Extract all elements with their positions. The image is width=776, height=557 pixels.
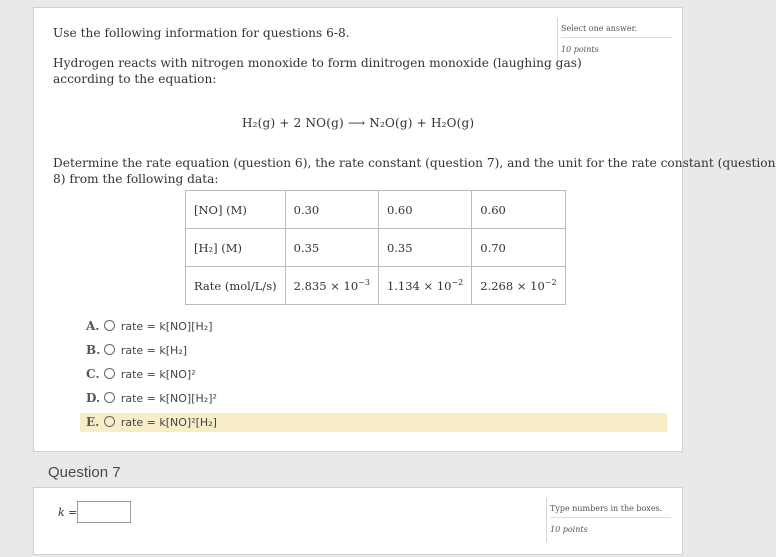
table-row — [186, 267, 566, 305]
points-label: 10 points — [550, 525, 588, 534]
option-text: rate = k[H₂] — [120, 344, 188, 357]
option-d[interactable] — [86, 388, 217, 408]
option-text: rate = k[NO][H₂]² — [120, 392, 217, 405]
table-row — [186, 229, 566, 267]
description-text: Hydrogen reacts with nitrogen monoxide to form dinitrogen monoxide (laughing gas) — [53, 56, 582, 70]
description-text-continued: according to the equation: — [53, 72, 217, 86]
table-cell: 0.30 — [285, 191, 378, 229]
divider — [550, 517, 671, 518]
table-row-label: [NO] (M) — [186, 191, 286, 229]
radio-button-icon[interactable] — [104, 392, 115, 403]
question-7-sidebar — [546, 498, 677, 542]
table-cell — [472, 267, 565, 305]
table-row-label: Rate (mol/L/s) — [186, 267, 286, 305]
question-7-title: Question 7 — [48, 464, 121, 481]
table-cell: 0.35 — [285, 229, 378, 267]
rate-mantissa: 2.835 × 10 — [293, 278, 359, 293]
radio-button-icon[interactable] — [104, 320, 115, 331]
option-letter: D. — [86, 391, 101, 405]
rate-exponent: −2 — [544, 278, 557, 288]
instruction-text-continued: 8) from the following data: — [53, 172, 219, 186]
option-text: rate = k[NO]²[H₂] — [120, 416, 217, 429]
option-letter: C. — [86, 367, 100, 381]
points-label: 10 points — [561, 45, 599, 54]
option-c[interactable] — [86, 364, 196, 384]
option-letter: E. — [86, 415, 100, 429]
rate-exponent: −2 — [451, 278, 464, 288]
table-row-label: [H₂] (M) — [186, 229, 286, 267]
answer-instruction: Select one answer. — [561, 24, 638, 33]
option-text: rate = k[NO]² — [120, 368, 196, 381]
option-letter: B. — [86, 343, 101, 357]
rate-constant-input[interactable] — [77, 501, 131, 523]
option-letter: A. — [86, 319, 100, 333]
table-cell: 0.60 — [378, 191, 471, 229]
table-cell — [285, 267, 378, 305]
table-cell — [378, 267, 471, 305]
answer-instruction: Type numbers in the boxes. — [550, 504, 663, 513]
table-cell: 0.70 — [472, 229, 565, 267]
option-e[interactable] — [86, 412, 217, 432]
instruction-text: Determine the rate equation (question 6), the rate constant (question 7), and the unit for the rate constant (question — [53, 156, 776, 170]
divider — [561, 37, 672, 38]
rate-data-table — [185, 190, 566, 305]
k-label: k = — [58, 506, 78, 519]
table-cell: 0.60 — [472, 191, 565, 229]
table-cell: 0.35 — [378, 229, 471, 267]
chemical-equation: H₂(g) + 2 NO(g) ⟶ N₂O(g) + H₂O(g) — [242, 116, 475, 130]
option-b[interactable] — [86, 340, 187, 360]
rate-mantissa: 2.268 × 10 — [480, 278, 545, 293]
radio-button-icon[interactable] — [104, 416, 115, 427]
intro-text: Use the following information for questions 6-8. — [53, 26, 350, 40]
rate-exponent: −3 — [358, 278, 370, 288]
radio-button-icon[interactable] — [104, 368, 115, 379]
rate-mantissa: 1.134 × 10 — [386, 278, 452, 293]
option-a[interactable] — [86, 316, 213, 336]
radio-button-icon[interactable] — [104, 344, 115, 355]
table-row — [186, 191, 566, 229]
option-text: rate = k[NO][H₂] — [120, 320, 213, 333]
